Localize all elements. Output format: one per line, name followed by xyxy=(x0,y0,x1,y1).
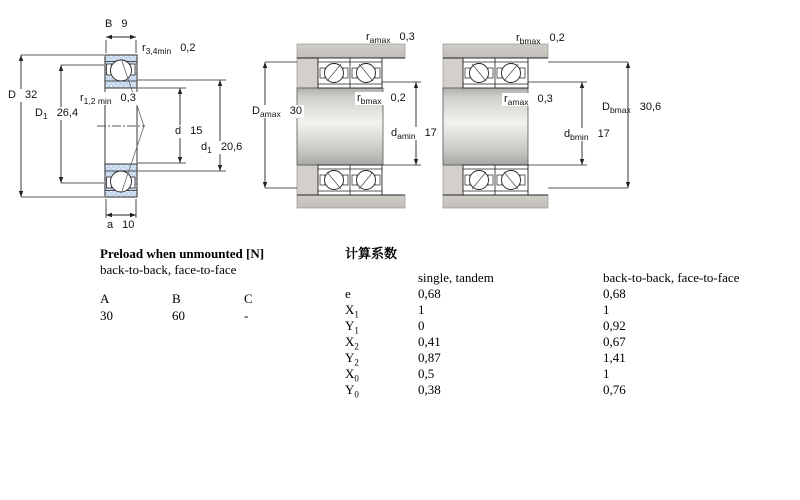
preload-col-header: C xyxy=(244,291,253,306)
middle-arrangement-diagram xyxy=(265,44,421,208)
housing-shoulder-top xyxy=(297,58,318,88)
preload-col-header: A xyxy=(100,291,110,306)
dim-label-d: d 15 xyxy=(175,125,203,137)
dim-label-mid-r-bmax: $r_{bmax}$ 0,2 xyxy=(357,92,406,107)
dim-label-r12min: $r_{1,2 min}$ 0,3 xyxy=(80,92,136,107)
dim-label-mid-r-amax: $r_{amax}$ 0,3 xyxy=(366,31,415,46)
dim-label-B: B 9 xyxy=(105,18,128,30)
factors-table-grid xyxy=(345,270,745,400)
dim-label-d1: $d_1$ 20,6 xyxy=(201,141,243,156)
factor-row-label: e xyxy=(345,286,351,301)
ball-bottom xyxy=(111,171,132,192)
preload-table-subtitle: back-to-back, face-to-face xyxy=(100,262,237,277)
preload-table-title: Preload when unmounted [N] xyxy=(100,246,265,261)
housing-shoulder-bottom xyxy=(443,165,463,195)
dim-label-a: a 10 xyxy=(107,219,135,231)
housing-shoulder-top xyxy=(443,58,463,88)
preload-value: 30 xyxy=(100,308,113,323)
housing-bottom xyxy=(443,195,548,208)
factor-value-single: 0,87 xyxy=(418,350,441,365)
dim-label-d-bmin: $d_{bmin}$ 17 xyxy=(564,128,610,143)
dim-label-right-r-bmax: $r_{bmax}$ 0,2 xyxy=(516,32,565,47)
factor-row-label: $Y_1$ xyxy=(345,318,359,336)
dim-label-right-r-amax: $r_{amax}$ 0,3 xyxy=(504,93,553,108)
factor-row-label: $X_2$ xyxy=(345,334,359,352)
calculation-factors-table xyxy=(345,246,745,400)
right-arrangement-diagram xyxy=(443,44,628,208)
dim-label-D: D 32 xyxy=(8,89,38,101)
factor-value-btb: 0,68 xyxy=(603,286,626,301)
factors-header-spacer xyxy=(345,270,418,285)
factor-value-single: 0,5 xyxy=(418,366,435,381)
factor-value-btb: 0,67 xyxy=(603,334,626,349)
factor-value-single: 0,38 xyxy=(418,382,441,397)
preload-col-header: B xyxy=(172,291,181,306)
preload-table-grid xyxy=(100,291,330,323)
housing-bottom xyxy=(297,195,405,208)
factor-row-label: $Y_0$ xyxy=(345,382,359,400)
housing-shoulder-bottom xyxy=(297,165,318,195)
ball-top xyxy=(111,60,132,81)
factor-row-label: $Y_2$ xyxy=(345,350,359,368)
dim-label-D1: $D_1$ 26,4 xyxy=(35,107,79,122)
dim-label-r34min: $r_{3,4min}$ 0,2 xyxy=(142,42,196,57)
factor-row-label: $X_1$ xyxy=(345,302,359,320)
factor-value-single: 1 xyxy=(418,302,425,317)
dim-label-D-bmax: $D_{bmax}$ 30,6 xyxy=(602,101,662,116)
factor-value-single: 0 xyxy=(418,318,425,333)
factor-value-btb: 1 xyxy=(603,302,610,317)
preload-value: 60 xyxy=(172,308,185,323)
dim-label-D-amax: $D_{amax}$ 30 xyxy=(252,105,302,120)
factors-table-title: 计算系数 xyxy=(345,246,398,261)
factor-value-btb: 1 xyxy=(603,366,610,381)
factor-value-single: 0,41 xyxy=(418,334,441,349)
factor-value-single: 0,68 xyxy=(418,286,441,301)
factor-row-label: $X_0$ xyxy=(345,366,359,384)
factor-value-btb: 1,41 xyxy=(603,350,626,365)
dim-label-d-amin: $d_{amin}$ 17 xyxy=(391,127,437,142)
factors-col-header-btb: back-to-back, face-to-face xyxy=(603,270,740,285)
preload-table xyxy=(100,246,330,323)
factors-col-header-single: single, tandem xyxy=(418,270,494,285)
factor-value-btb: 0,76 xyxy=(603,382,626,397)
housing-top xyxy=(297,44,405,58)
factor-value-btb: 0,92 xyxy=(603,318,626,333)
preload-value: - xyxy=(244,308,249,323)
